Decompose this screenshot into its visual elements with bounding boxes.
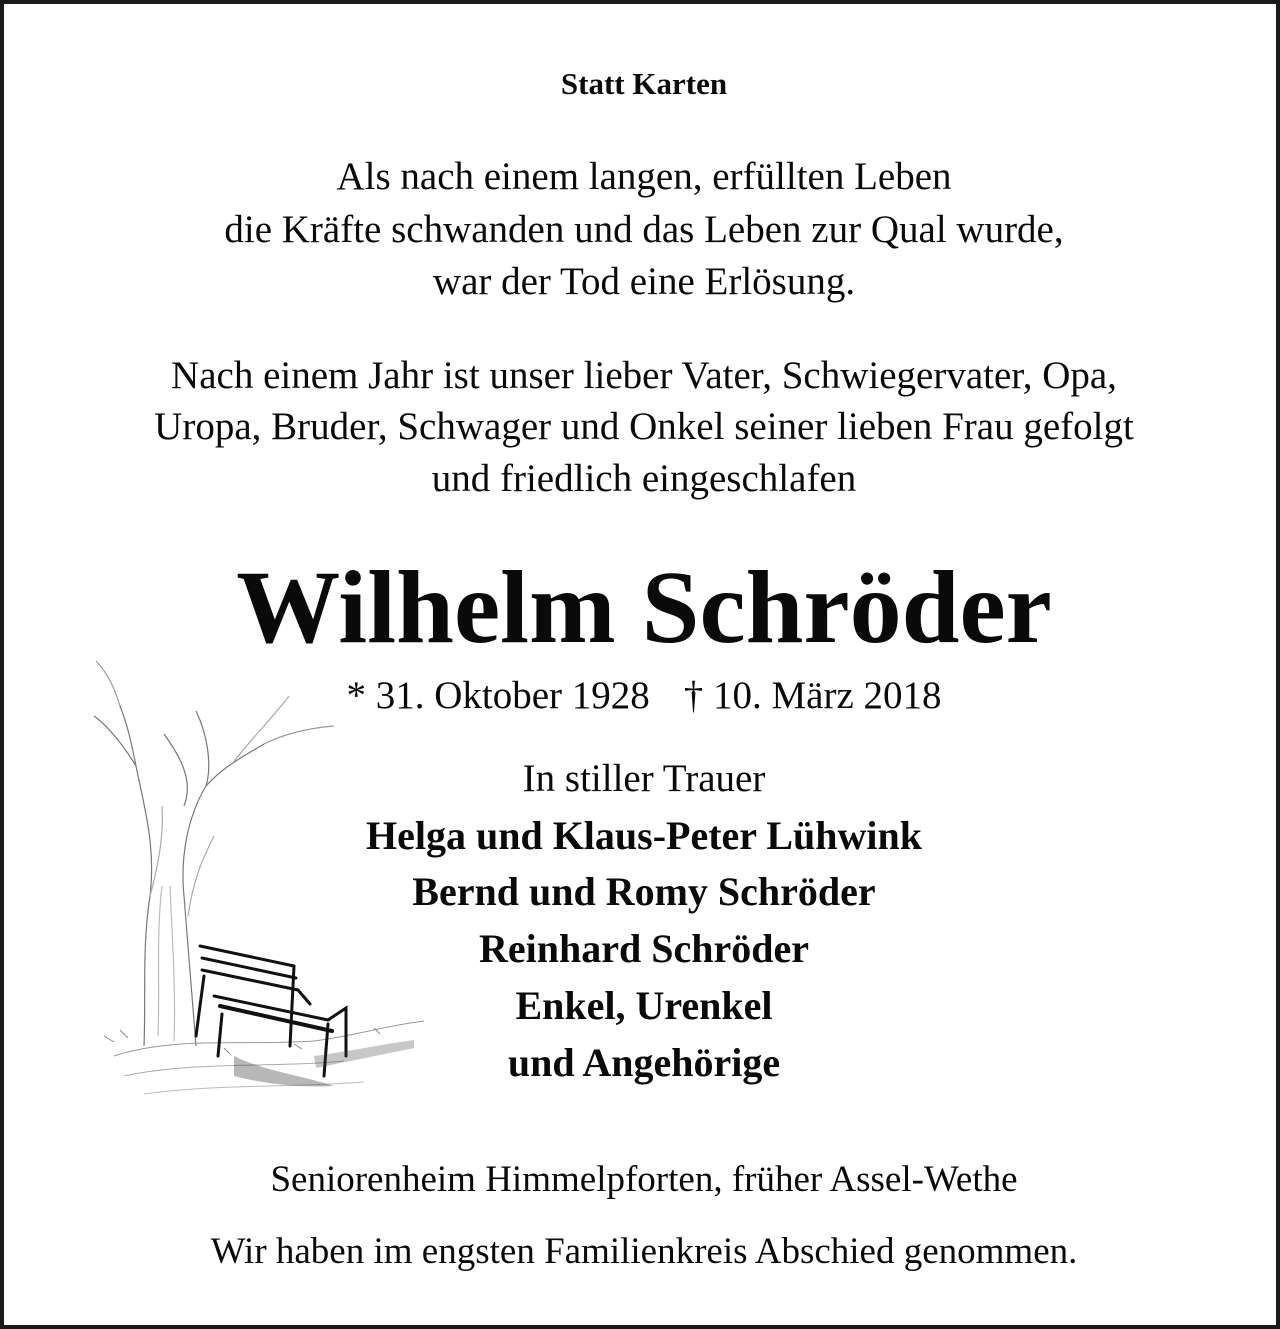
family-member: und Angehörige xyxy=(507,1040,781,1085)
death-date: † 10. März 2018 xyxy=(683,674,942,717)
announcement-line: Uropa, Bruder, Schwager und Onkel seiner lieben Frau gefolgt xyxy=(154,405,1134,448)
family-member: Reinhard Schröder xyxy=(479,926,809,971)
farewell-line: Wir haben im engsten Familienkreis Abschied genommen. xyxy=(210,1231,1078,1272)
life-dates xyxy=(4,676,1280,715)
announcement-line: und friedlich eingeschlafen xyxy=(431,457,857,500)
announcement-line: Nach einem Jahr ist unser lieber Vater, Schwiegervater, Opa, xyxy=(171,354,1117,397)
family-member: Helga und Klaus-Peter Lühwink xyxy=(365,813,923,858)
family-member: Bernd und Romy Schröder xyxy=(412,869,876,914)
verse-line: Als nach einem langen, erfüllten Leben xyxy=(336,155,952,198)
verse-line: war der Tod eine Erlösung. xyxy=(432,260,856,303)
birth-date: * 31. Oktober 1928 xyxy=(346,674,650,717)
family-member: Enkel, Urenkel xyxy=(515,983,773,1028)
header-statt-karten: Statt Karten xyxy=(560,66,728,101)
residence-line: Seniorenheim Himmelpforten, früher Assel-Wethe xyxy=(270,1159,1018,1200)
verse-line: die Kräfte schwanden und das Leben zur Qual wurde, xyxy=(224,208,1064,251)
mourning-line: In stiller Trauer xyxy=(522,757,766,800)
deceased-name: Wilhelm Schröder xyxy=(236,550,1052,665)
